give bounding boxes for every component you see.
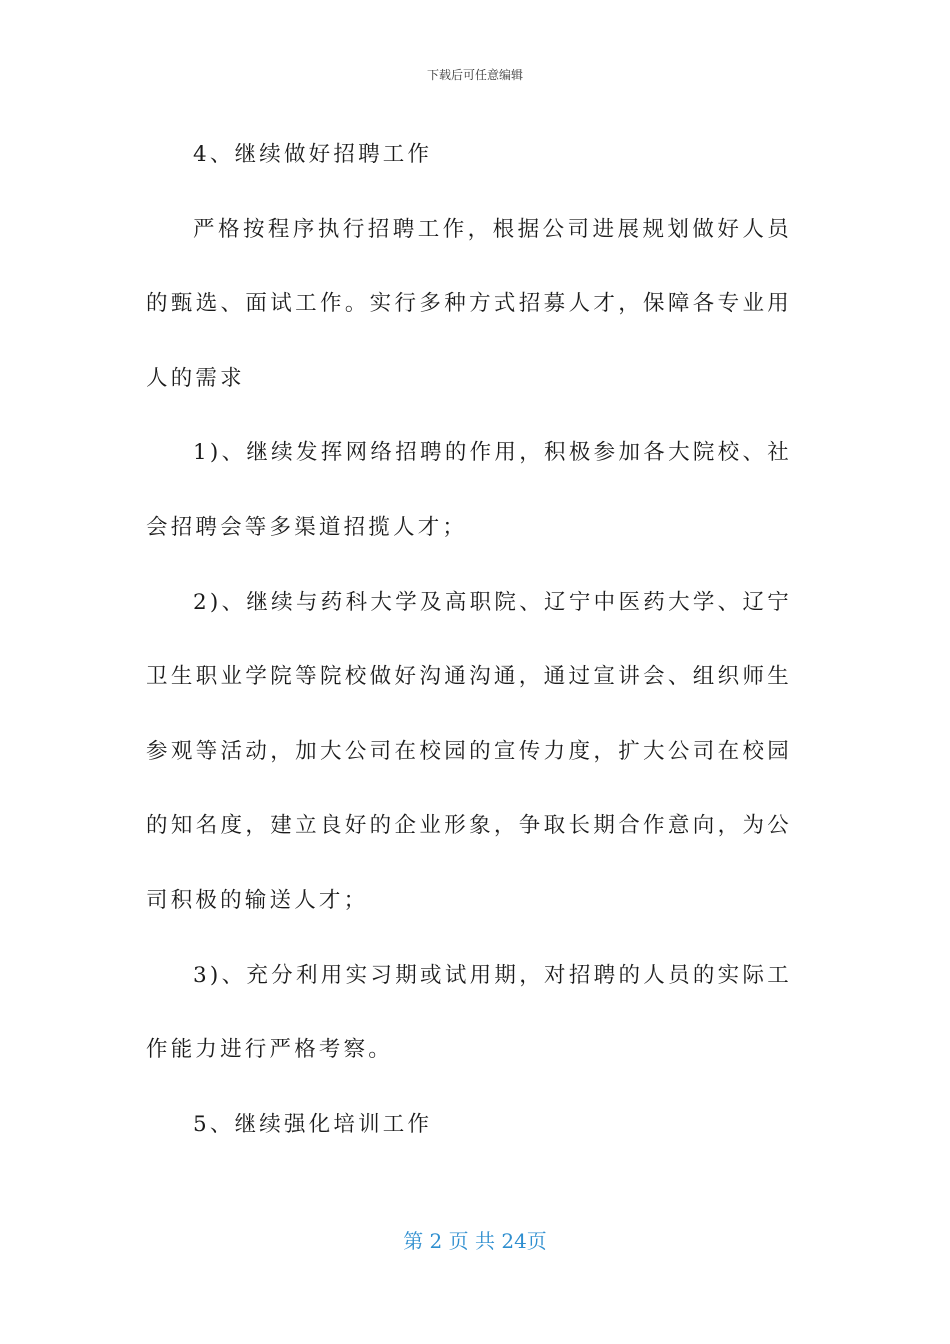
list-item-2: 2)、继续与药科大学及高职院、辽宁中医药大学、辽宁卫生职业学院等院校做好沟通沟通，通过宣讲会、组织师生参观等活动，加大公司在校园的宣传力度，扩大公司在校园的知名度，建立良好的企业形象，争取长期合作意向，为公司积极的输送人才； xyxy=(146,589,792,913)
section-4-heading: 4、继续做好招聘工作 xyxy=(193,142,433,167)
list-item-3: 3)、充分利用实习期或试用期，对招聘的人员的实际工作能力进行严格考察。 xyxy=(146,962,792,1063)
section-4-intro-paragraph: 严格按程序执行招聘工作，根据公司进展规划做好人员的甄选、面试工作。实行多种方式招募人才，保障各专业用人的需求 xyxy=(146,216,792,391)
page-number-footer: 第 2 页 共 24页 xyxy=(403,1229,547,1253)
header-note: 下载后可任意编辑 xyxy=(426,68,523,82)
document-body xyxy=(146,118,792,1162)
list-item-1: 1)、继续发挥网络招聘的作用，积极参加各大院校、社会招聘会等多渠道招揽人才； xyxy=(146,440,792,540)
section-5-heading: 5、继续强化培训工作 xyxy=(193,1111,433,1137)
